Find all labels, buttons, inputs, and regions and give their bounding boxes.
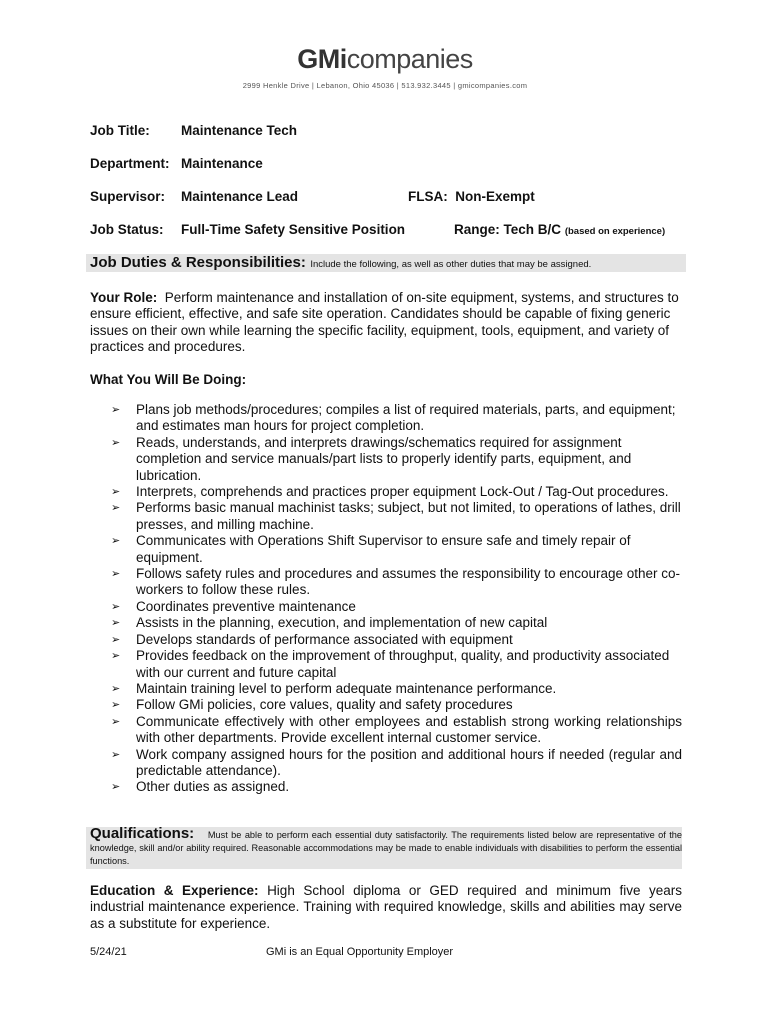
list-item xyxy=(108,714,682,747)
arrow-bullet-icon: ➢ xyxy=(111,568,121,581)
job-title-value: Maintenance Tech xyxy=(181,123,298,138)
duty-text: Plans job methods/procedures; compiles a list of required materials, parts, and equipment; and estimates man hours for project completion. xyxy=(136,402,676,434)
department-row xyxy=(90,156,263,171)
arrow-bullet-icon: ➢ xyxy=(111,650,121,663)
duty-text: Communicate effectively with other employees and establish strong working relationships with other departments. Provide excellent internal customer service. xyxy=(136,713,682,746)
duty-text: Coordinates preventive maintenance xyxy=(136,598,356,614)
job-title-row xyxy=(90,123,297,138)
arrow-bullet-icon: ➢ xyxy=(111,436,121,449)
job-status-label: Job Status: xyxy=(90,222,164,237)
list-item xyxy=(108,615,682,631)
role-paragraph xyxy=(90,290,680,356)
arrow-bullet-icon: ➢ xyxy=(111,535,121,548)
list-item xyxy=(108,599,682,615)
arrow-bullet-icon: ➢ xyxy=(111,502,121,515)
supervisor-row xyxy=(90,189,298,204)
footer-eeo: GMi is an Equal Opportunity Employer xyxy=(266,946,454,958)
education-paragraph xyxy=(90,883,682,932)
flsa-row xyxy=(408,189,535,204)
logo-brand-bold: GMi xyxy=(297,44,347,74)
list-item xyxy=(108,681,682,697)
role-text: Perform maintenance and installation of on-site equipment, systems, and structures to ensure efficient, effective, and safe site operation. Candidates should be capable of fixing generic issues on their own while learning the specific facility, equipment, tools, equipment, and variety of practices and procedures. xyxy=(90,290,679,355)
duty-text: Develops standards of performance associated with equipment xyxy=(136,631,513,647)
range-note: (based on experience) xyxy=(564,226,666,237)
list-item xyxy=(108,648,682,681)
duties-list xyxy=(108,402,682,796)
job-status-row xyxy=(90,222,405,237)
company-logo xyxy=(0,44,770,75)
role-label: Your Role: xyxy=(90,290,158,305)
arrow-bullet-icon: ➢ xyxy=(111,682,121,695)
list-item xyxy=(108,632,682,648)
arrow-bullet-icon: ➢ xyxy=(111,699,121,712)
qualifications-text: Must be able to perform each essential duty satisfactorily. The requirements listed below are representative of the knowledge, skill and/or ability required. Reasonable accommodations may be made to enable individuals with disabilities to perform the essential functions. xyxy=(90,830,682,866)
list-item xyxy=(108,435,682,484)
supervisor-value: Maintenance Lead xyxy=(181,189,299,204)
duty-text: Communicates with Operations Shift Supervisor to ensure safe and timely repair of equipment. xyxy=(136,533,631,565)
arrow-bullet-icon: ➢ xyxy=(111,781,121,794)
flsa-label: FLSA: xyxy=(408,189,448,204)
qualifications-heading: Qualifications: xyxy=(90,825,195,842)
duty-text: Assists in the planning, execution, and implementation of new capital xyxy=(136,615,548,631)
duty-text: Work company assigned hours for the position and additional hours if needed (regular and predictable attendance). xyxy=(136,746,682,778)
logo-brand-rest: companies xyxy=(346,44,473,74)
education-text: High School diploma or GED required and minimum five years industrial maintenance experience. Training with required knowledge, skills and abilities may serve as a substitute for experience. xyxy=(90,883,682,931)
arrow-bullet-icon: ➢ xyxy=(111,748,121,761)
doing-heading: What You Will Be Doing: xyxy=(90,372,247,387)
duty-text: Other duties as assigned. xyxy=(136,779,290,795)
duty-text: Performs basic manual machinist tasks; subject, but not limited, to operations of lathes, drill presses, and milling machine. xyxy=(136,500,681,532)
duties-heading: Job Duties & Responsibilities: xyxy=(90,254,306,271)
arrow-bullet-icon: ➢ xyxy=(111,617,121,630)
job-status-value: Full-Time Safety Sensitive Position xyxy=(181,222,406,237)
list-item xyxy=(108,500,682,533)
duty-text: Follow GMi policies, core values, quality and safety procedures xyxy=(136,697,513,713)
company-address: 2999 Henkle Drive | Lebanon, Ohio 45036 | 513.932.3445 | gmicompanies.com xyxy=(242,81,528,90)
list-item xyxy=(108,484,682,500)
department-value: Maintenance xyxy=(181,156,263,171)
range-label: Range: xyxy=(454,222,500,237)
range-row xyxy=(454,222,665,237)
arrow-bullet-icon: ➢ xyxy=(111,404,121,416)
footer-date: 5/24/21 xyxy=(90,946,127,958)
list-item xyxy=(108,779,682,795)
list-item xyxy=(108,533,682,566)
flsa-value: Non-Exempt xyxy=(455,189,535,204)
arrow-bullet-icon: ➢ xyxy=(111,715,121,728)
education-label: Education & Experience: xyxy=(90,883,259,898)
list-item xyxy=(108,402,682,435)
job-title-label: Job Title: xyxy=(90,123,150,138)
arrow-bullet-icon: ➢ xyxy=(111,600,121,613)
list-item xyxy=(108,566,682,599)
duty-text: Maintain training level to perform adequate maintenance performance. xyxy=(136,680,557,696)
arrow-bullet-icon: ➢ xyxy=(111,633,121,646)
duties-section-header xyxy=(86,254,686,272)
duty-text: Interprets, comprehends and practices proper equipment Lock-Out / Tag-Out procedures. xyxy=(136,484,669,500)
arrow-bullet-icon: ➢ xyxy=(111,486,121,499)
list-item xyxy=(108,747,682,780)
duty-text: Reads, understands, and interprets drawings/schematics required for assignment completion and service manuals/part lists to properly identify parts, equipment, and lubrication. xyxy=(136,434,632,483)
qualifications-section xyxy=(90,827,682,868)
range-value: Tech B/C xyxy=(503,222,562,237)
supervisor-label: Supervisor: xyxy=(90,189,166,204)
duty-text: Follows safety rules and procedures and assumes the responsibility to encourage other co-workers to follow these rules. xyxy=(136,566,681,598)
duty-text: Provides feedback on the improvement of throughput, quality, and productivity associated with our current and future capital xyxy=(136,648,670,680)
department-label: Department: xyxy=(90,156,170,171)
list-item xyxy=(108,697,682,713)
duties-note: Include the following, as well as other duties that may be assigned. xyxy=(310,259,592,270)
